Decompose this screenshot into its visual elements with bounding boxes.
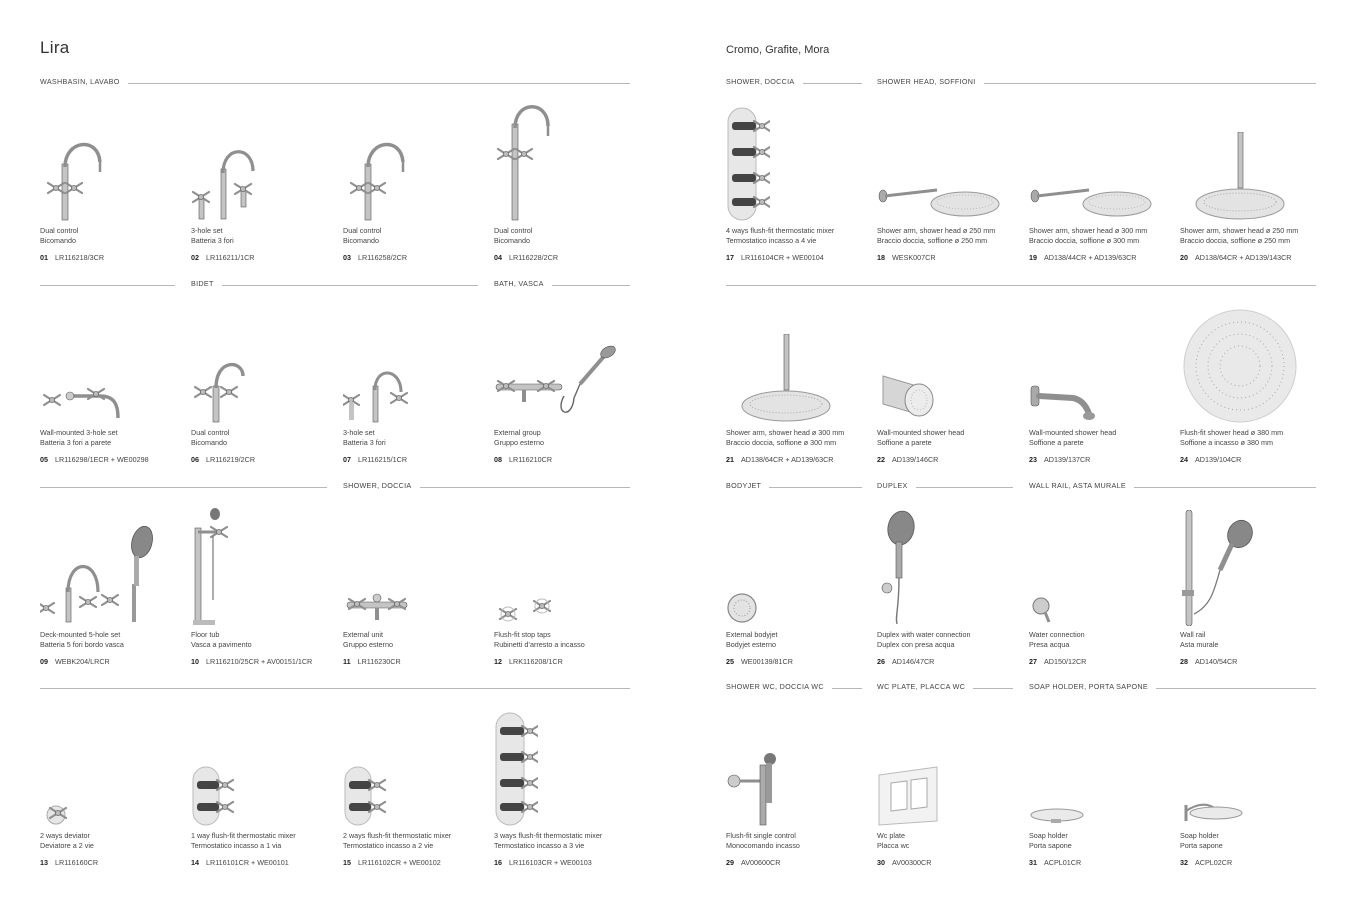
section-soap	[1029, 682, 1316, 694]
wc-plate-icon	[877, 709, 1017, 827]
product-name-it: Vasca a pavimento	[191, 640, 252, 649]
product-code: AV00600CR	[741, 858, 781, 867]
product-code-line	[191, 455, 255, 464]
product-name-it: Termostatico incasso a 1 via	[191, 841, 282, 850]
product-card	[877, 302, 1025, 472]
product-name-en: Wc plate	[877, 831, 905, 840]
page-title-left: Lira	[40, 38, 70, 57]
three-hole-set-icon	[191, 104, 331, 222]
section-label: WALL RAIL, ASTA MURALE	[1029, 481, 1134, 490]
product-code: LR116219/2CR	[206, 455, 256, 464]
product-card	[40, 302, 188, 472]
product-card	[1029, 705, 1177, 875]
product-name-en: Deck-mounted 5-hole set	[40, 630, 121, 639]
product-code: WESK007CR	[892, 253, 936, 262]
soap-dish-holder-icon	[1180, 709, 1320, 827]
product-code: ACPL02CR	[1195, 858, 1233, 867]
product-name-en: Soap holder	[1029, 831, 1068, 840]
product-number: 10	[191, 657, 199, 666]
section-duplex	[877, 481, 1013, 493]
product-name-en: External bodyjet	[726, 630, 778, 639]
product-card	[1029, 302, 1177, 472]
bath-external-group-icon	[494, 306, 634, 424]
product-card	[1180, 504, 1328, 674]
wall-spout-shower-icon	[1029, 306, 1169, 424]
product-code-line	[40, 253, 104, 262]
product-name-en: Shower arm, shower head ø 250 mm	[877, 226, 996, 235]
product-number: 06	[191, 455, 199, 464]
product-card	[343, 504, 491, 674]
product-code: LR116160CR	[55, 858, 99, 867]
product-code-line	[1029, 657, 1086, 666]
product-name-en: Dual control	[494, 226, 533, 235]
product-card	[494, 504, 642, 674]
product-code: AD139/104CR	[1195, 455, 1242, 464]
product-code-line	[1180, 455, 1241, 464]
product-card	[726, 504, 874, 674]
product-number: 28	[1180, 657, 1188, 666]
product-name-en: Wall-mounted shower head	[877, 428, 965, 437]
product-code: LR116298/1ECR + WE00298	[55, 455, 149, 464]
product-name-it: Placca wc	[877, 841, 910, 850]
product-name-en: 3-hole set	[191, 226, 223, 235]
product-card	[726, 100, 874, 270]
product-name-en: Water connection	[1029, 630, 1085, 639]
product-card	[191, 100, 339, 270]
product-number: 08	[494, 455, 502, 464]
product-number: 22	[877, 455, 885, 464]
thermostatic-plate-2-icon	[191, 709, 331, 827]
product-code: LRK116208/1CR	[509, 657, 563, 666]
product-code: WE00139/81CR	[741, 657, 793, 666]
product-card	[1029, 100, 1177, 270]
product-code: AV00300CR	[892, 858, 932, 867]
product-code-line	[191, 253, 254, 262]
deviator-icon	[40, 709, 180, 827]
product-name-it: Soffione a parete	[877, 438, 932, 447]
product-name-it: Bicomando	[191, 438, 227, 447]
product-name-en: 3-hole set	[343, 428, 375, 437]
product-code-line	[494, 657, 563, 666]
section-blank-rule-right	[726, 279, 1316, 291]
product-name-it: Asta murale	[1180, 640, 1219, 649]
product-number: 01	[40, 253, 48, 262]
product-name-it: Braccio doccia, soffione ø 300 mm	[726, 438, 837, 447]
product-name-it: Bicomando	[40, 236, 76, 245]
product-card	[1180, 100, 1328, 270]
product-number: 05	[40, 455, 48, 464]
product-name-it: Monocomando incasso	[726, 841, 800, 850]
product-name-en: External unit	[343, 630, 383, 639]
product-code-line	[40, 858, 98, 867]
product-number: 30	[877, 858, 885, 867]
section-bath	[494, 279, 630, 291]
product-name-it: Batteria 3 fori	[343, 438, 386, 447]
product-name-en: Dual control	[191, 428, 230, 437]
section-bidet	[40, 279, 480, 291]
product-code: LR116103CR + WE00103	[509, 858, 592, 867]
product-name-en: 3 ways flush-fit thermostatic mixer	[494, 831, 603, 840]
product-name-en: 4 ways flush-fit thermostatic mixer	[726, 226, 835, 235]
product-name-it: Soffione a incasso ø 380 mm	[1180, 438, 1273, 447]
product-name-it: Termostatico incasso a 4 vie	[726, 236, 817, 245]
product-code-line	[494, 455, 552, 464]
product-code: WEBK204/LRCR	[55, 657, 110, 666]
product-number: 29	[726, 858, 734, 867]
product-code-line	[877, 253, 936, 262]
product-number: 23	[1029, 455, 1037, 464]
product-number: 15	[343, 858, 351, 867]
product-card	[40, 705, 188, 875]
product-card	[40, 504, 188, 674]
stop-taps-icon	[494, 508, 634, 626]
product-code-line	[191, 657, 312, 666]
product-number: 14	[191, 858, 199, 867]
product-name-en: 2 ways flush-fit thermostatic mixer	[343, 831, 452, 840]
product-code-line	[726, 253, 824, 262]
product-name-it: Porta sapone	[1029, 841, 1072, 850]
product-name-it: Bodyjet esterno	[726, 640, 776, 649]
deck-5-hole-set-icon	[40, 508, 180, 626]
product-code: LR116215/1CR	[358, 455, 408, 464]
product-name-it: Bicomando	[494, 236, 530, 245]
product-code-line	[877, 455, 938, 464]
product-number: 12	[494, 657, 502, 666]
product-code-line	[343, 455, 407, 464]
product-name-en: Duplex with water connection	[877, 630, 971, 639]
product-name-it: Duplex con presa acqua	[877, 640, 955, 649]
bodyjet-icon	[726, 508, 866, 626]
product-code: LR116210CR	[509, 455, 553, 464]
product-code-line	[1180, 858, 1232, 867]
product-number: 19	[1029, 253, 1037, 262]
wall-rail-icon	[1180, 508, 1320, 626]
soap-dish-icon	[1029, 709, 1169, 827]
section-label: WC PLATE, PLACCA WC	[877, 682, 973, 691]
product-code: LR116210/25CR + AV00151/1CR	[206, 657, 313, 666]
product-name-en: Shower arm, shower head ø 300 mm	[726, 428, 845, 437]
product-card	[726, 705, 874, 875]
product-card	[1180, 705, 1328, 875]
ceiling-shower-head-icon	[726, 306, 866, 424]
section-label: SHOWER HEAD, SOFFIONI	[877, 77, 984, 86]
product-name-en: Soap holder	[1180, 831, 1219, 840]
product-name-it: Batteria 3 fori a parete	[40, 438, 112, 447]
section-wallrail	[1029, 481, 1316, 493]
product-code-line	[726, 455, 834, 464]
product-number: 31	[1029, 858, 1037, 867]
ceiling-shower-head-icon	[1180, 104, 1320, 222]
product-name-en: Wall-mounted 3-hole set	[40, 428, 118, 437]
product-code-line	[343, 858, 441, 867]
product-number: 27	[1029, 657, 1037, 666]
product-card	[343, 302, 491, 472]
thermostatic-plate-4-icon	[494, 709, 634, 827]
product-name-en: Shower arm, shower head ø 250 mm	[1180, 226, 1299, 235]
product-code: AD138/44CR + AD139/63CR	[1044, 253, 1137, 262]
product-name-en: Dual control	[343, 226, 382, 235]
section-blank-rule	[40, 682, 630, 694]
section-washbasin	[40, 77, 630, 89]
product-number: 04	[494, 253, 502, 262]
product-name-en: 2 ways deviator	[40, 831, 90, 840]
tall-cross-mixer-icon	[343, 104, 483, 222]
section-shower-head	[877, 77, 1316, 89]
product-name-en: Flush-fit single control	[726, 831, 796, 840]
product-name-it: Presa acqua	[1029, 640, 1070, 649]
product-name-en: Wall rail	[1180, 630, 1206, 639]
product-code: AD140/54CR	[1195, 657, 1238, 666]
product-code-line	[494, 858, 592, 867]
product-card	[1029, 504, 1177, 674]
product-code-line	[343, 657, 401, 666]
product-card	[726, 302, 874, 472]
product-name-en: Dual control	[40, 226, 79, 235]
product-number: 32	[1180, 858, 1188, 867]
product-code-line	[726, 657, 793, 666]
product-number: 02	[191, 253, 199, 262]
product-card	[877, 705, 1025, 875]
section-bodyjet	[726, 481, 862, 493]
wall-shower-head-icon	[1029, 104, 1169, 222]
product-card	[494, 705, 642, 875]
product-code-line	[40, 455, 149, 464]
extra-tall-cross-mixer-icon	[494, 104, 634, 222]
product-code: LR116211/1CR	[206, 253, 255, 262]
water-connection-icon	[1029, 508, 1169, 626]
section-label: WASHBASIN, LAVABO	[40, 77, 128, 86]
product-code: AD138/64CR + AD139/63CR	[741, 455, 834, 464]
product-code: LR116104CR + WE00104	[741, 253, 824, 262]
product-name-it: Braccio doccia, soffione ø 300 mm	[1029, 236, 1140, 245]
product-card	[877, 504, 1025, 674]
product-card	[877, 100, 1025, 270]
product-name-it: Termostatico incasso a 2 vie	[343, 841, 434, 850]
section-label: BATH, VASCA	[494, 279, 552, 288]
product-name-it: Porta sapone	[1180, 841, 1223, 850]
product-name-it: Gruppo esterno	[494, 438, 544, 447]
product-number: 16	[494, 858, 502, 867]
product-name-en: Wall-mounted shower head	[1029, 428, 1117, 437]
product-card	[494, 302, 642, 472]
product-code: LR116102CR + WE00102	[358, 858, 441, 867]
bidet-3-hole-set-icon	[343, 306, 483, 424]
floor-tub-mixer-icon	[191, 508, 331, 626]
product-code-line	[1029, 253, 1137, 262]
section-label: SOAP HOLDER, PORTA SAPONE	[1029, 682, 1156, 691]
product-card	[191, 705, 339, 875]
product-code: AD150/12CR	[1044, 657, 1087, 666]
shower-external-unit-icon	[343, 508, 483, 626]
product-code: ACPL01CR	[1044, 858, 1082, 867]
product-code: LR116228/2CR	[509, 253, 559, 262]
product-name-it: Gruppo esterno	[343, 640, 393, 649]
product-code: AD139/146CR	[892, 455, 939, 464]
product-number: 13	[40, 858, 48, 867]
section-label: SHOWER WC, DOCCIA WC	[726, 682, 832, 691]
product-number: 09	[40, 657, 48, 666]
product-name-it: Deviatore a 2 vie	[40, 841, 94, 850]
thermostatic-plate-4-icon	[726, 104, 866, 222]
product-card	[191, 504, 339, 674]
product-code-line	[343, 253, 407, 262]
product-card	[343, 100, 491, 270]
product-code: LR116258/2CR	[358, 253, 408, 262]
duplex-hand-shower-icon	[877, 508, 1017, 626]
product-name-en: Flush-fit shower head ø 380 mm	[1180, 428, 1284, 437]
product-card	[191, 302, 339, 472]
page-title-right: Cromo, Grafite, Mora	[726, 44, 830, 56]
product-code: LR116218/3CR	[55, 253, 105, 262]
product-code: AD146/47CR	[892, 657, 935, 666]
section-shower-left	[40, 481, 630, 493]
product-code-line	[877, 657, 934, 666]
section-wcplate	[877, 682, 1013, 694]
product-name-it: Termostatico incasso a 3 vie	[494, 841, 585, 850]
product-code-line	[877, 858, 931, 867]
product-code-line	[726, 858, 780, 867]
product-number: 17	[726, 253, 734, 262]
section-label: BIDET	[191, 279, 222, 288]
wall-shower-head-icon	[877, 104, 1017, 222]
product-name-en: External group	[494, 428, 541, 437]
product-number: 18	[877, 253, 885, 262]
product-code-line	[1180, 253, 1292, 262]
product-number: 20	[1180, 253, 1188, 262]
product-code-line	[494, 253, 558, 262]
product-code-line	[40, 657, 110, 666]
product-name-en: Shower arm, shower head ø 300 mm	[1029, 226, 1148, 235]
product-name-it: Bicomando	[343, 236, 379, 245]
product-name-it: Rubinetti d’arresto a incasso	[494, 640, 585, 649]
thermostatic-plate-2-icon	[343, 709, 483, 827]
product-name-it: Soffione a parete	[1029, 438, 1084, 447]
bidet-mixer-icon	[191, 306, 331, 424]
product-number: 25	[726, 657, 734, 666]
section-label: DUPLEX	[877, 481, 916, 490]
section-label: BODYJET	[726, 481, 769, 490]
product-code-line	[191, 858, 289, 867]
section-label: SHOWER, DOCCIA	[726, 77, 803, 86]
product-code: AD139/137CR	[1044, 455, 1091, 464]
product-card	[1180, 302, 1328, 472]
product-number: 07	[343, 455, 351, 464]
product-number: 21	[726, 455, 734, 464]
cylinder-shower-head-icon	[877, 306, 1017, 424]
flush-shower-head-icon	[1180, 306, 1320, 424]
section-label: SHOWER, DOCCIA	[343, 481, 420, 490]
product-name-it: Braccio doccia, soffione ø 250 mm	[1180, 236, 1291, 245]
section-shower-right	[726, 77, 862, 89]
product-code-line	[1029, 455, 1090, 464]
product-card	[343, 705, 491, 875]
product-number: 03	[343, 253, 351, 262]
wall-3-hole-set-icon	[40, 306, 180, 424]
section-showerwc	[726, 682, 862, 694]
product-number: 26	[877, 657, 885, 666]
product-name-it: Batteria 5 fori bordo vasca	[40, 640, 124, 649]
wc-shower-icon	[726, 709, 866, 827]
tall-cross-mixer-icon	[40, 104, 180, 222]
product-name-it: Batteria 3 fori	[191, 236, 234, 245]
product-number: 24	[1180, 455, 1188, 464]
product-name-en: 1 way flush-fit thermostatic mixer	[191, 831, 296, 840]
product-card	[40, 100, 188, 270]
product-code-line	[1180, 657, 1237, 666]
product-code: AD138/64CR + AD139/143CR	[1195, 253, 1292, 262]
product-code: LR116230CR	[357, 657, 401, 666]
product-name-en: Flush-fit stop taps	[494, 630, 551, 639]
product-code: LR116101CR + WE00101	[206, 858, 289, 867]
product-card	[494, 100, 642, 270]
product-name-en: Floor tub	[191, 630, 220, 639]
product-code-line	[1029, 858, 1081, 867]
product-number: 11	[343, 657, 351, 666]
product-name-it: Braccio doccia, soffione ø 250 mm	[877, 236, 988, 245]
